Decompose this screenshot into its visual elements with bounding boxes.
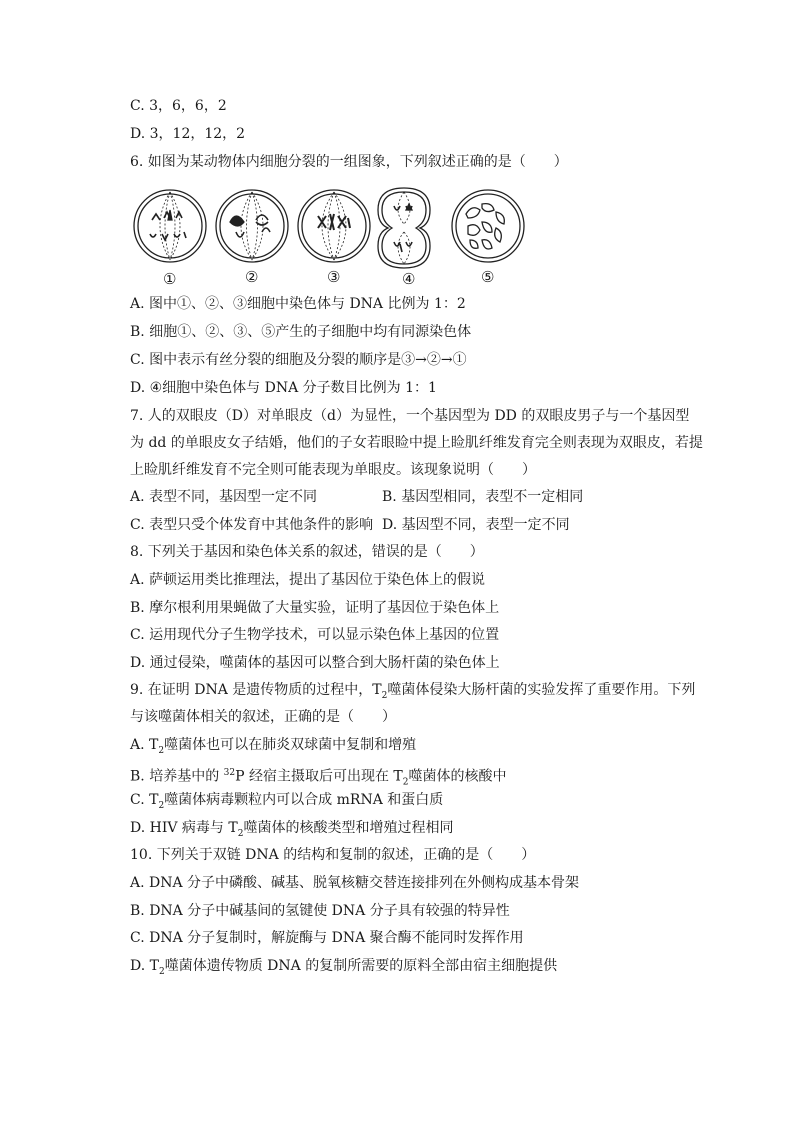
q7-stem-line3: 上睑肌纤维发育不完全则可能表现为单眼皮。该现象说明（ ） — [130, 462, 536, 478]
q10-option-a: A. DNA 分子中磷酸、碱基、脱氧核糖交替连接排列在外侧构成基本骨架 — [130, 875, 580, 891]
cell-5-image — [452, 190, 524, 262]
cell-label-1: ① — [163, 270, 177, 288]
q6-option-b: B. 细胞①、②、③、⑤产生的子细胞中均有同源染色体 — [130, 324, 472, 340]
cell-4-image — [378, 188, 430, 268]
q10-option-c: C. DNA 分子复制时，解旋酶与 DNA 聚合酶不能同时发挥作用 — [130, 930, 524, 946]
q7-option-a: A. 表型不同，基因型一定不同 — [130, 489, 318, 505]
q8-option-d: D. 通过侵染，噬菌体的基因可以整合到大肠杆菌的染色体上 — [130, 655, 500, 671]
q10-option-d: D. $T_2$噬菌体遗传物质 DNA 的复制所需要的原料全部由宿主细胞提供 — [130, 958, 558, 977]
q6-stem: 6. 如图为某动物体内细胞分裂的一组图象，下列叙述正确的是（ ） — [130, 154, 568, 170]
cell-division-figure — [130, 184, 530, 289]
q7-stem-line1: 7. 人的双眼皮（D）对单眼皮（d）为显性，一个基因型为 DD 的双眼皮男子与一个基因型 — [130, 408, 690, 424]
q5-option-d: D. 3，12，12，2 — [130, 126, 246, 142]
q7-stem-line2: 为 dd 的单眼皮女子结婚，他们的子女若眼睑中提上睑肌纤维发育完全则表现为双眼皮，若提 — [130, 435, 703, 451]
q7-option-b: B. 基因型相同，表型不一定相同 — [382, 489, 584, 505]
q9-stem-line2: 与该噬菌体相关的叙述，正确的是（ ） — [130, 709, 396, 725]
q8-stem: 8. 下列关于基因和染色体关系的叙述，错误的是（ ） — [130, 544, 484, 560]
cell-1-image — [134, 190, 206, 262]
q5-option-c: C. 3，6，6，2 — [130, 98, 227, 114]
cell-2-image — [216, 190, 288, 262]
cell-3-image — [298, 190, 370, 262]
q9-option-d: D. HIV 病毒与 $T_2$噬菌体的核酸类型和增殖过程相同 — [130, 820, 454, 839]
q8-option-b: B. 摩尔根利用果蝇做了大量实验，证明了基因位于染色体上 — [130, 600, 500, 616]
q7-option-d: D. 基因型不同，表型一定不同 — [382, 517, 570, 533]
q6-option-c: C. 图中表示有丝分裂的细胞及分裂的顺序是③→②→① — [130, 352, 467, 368]
q10-option-b: B. DNA 分子中碱基间的氢键使 DNA 分子具有较强的特异性 — [130, 903, 510, 919]
q8-option-a: A. 萨顿运用类比推理法，提出了基因位于染色体上的假说 — [130, 572, 486, 588]
q9-option-b: B. 培养基中的 $^{32}$P 经宿主摄取后可出现在 $T_2$噬菌体的核酸中 — [130, 768, 507, 788]
q7-option-c: C. 表型只受个体发育中其他条件的影响 — [130, 517, 374, 533]
q9-stem-line1: 9. 在证明 DNA 是遗传物质的过程中，$T_2$噬菌体侵染大肠杆菌的实验发挥了重要作用。下列 — [130, 682, 696, 701]
q8-option-c: C. 运用现代分子生物学技术，可以显示染色体上基因的位置 — [130, 627, 500, 643]
cell-label-2: ② — [245, 268, 259, 286]
cell-label-3: ③ — [327, 268, 341, 286]
q9-option-a: A. $T_2$噬菌体也可以在肺炎双球菌中复制和增殖 — [130, 737, 417, 756]
q6-option-a: A. 图中①、②、③细胞中染色体与 DNA 比例为 1：2 — [130, 296, 466, 312]
q6-option-d: D. ④细胞中染色体与 DNA 分子数目比例为 1：1 — [130, 380, 437, 396]
q10-stem: 10. 下列关于双链 DNA 的结构和复制的叙述，正确的是（ ） — [130, 847, 536, 863]
cell-label-4: ④ — [402, 270, 416, 288]
cell-label-5: ⑤ — [481, 268, 495, 286]
q9-option-c: C. $T_2$噬菌体病毒颗粒内可以合成 mRNA 和蛋白质 — [130, 792, 444, 811]
